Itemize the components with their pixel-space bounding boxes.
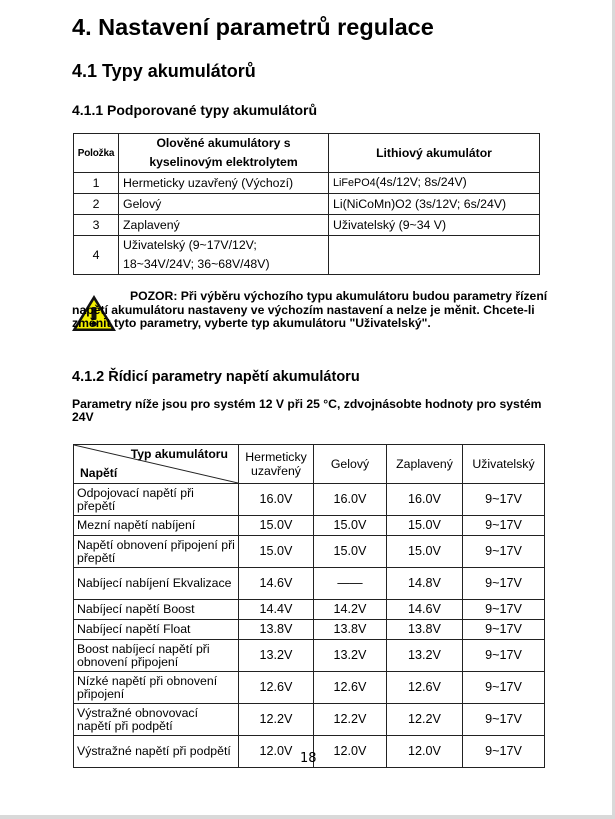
parameter-value: 15.0V (239, 536, 314, 568)
parameter-label: Nabíjecí napětí Boost (74, 600, 239, 620)
table-row (74, 568, 545, 600)
table-row (74, 620, 545, 640)
table-row (74, 516, 545, 536)
parameter-value: 13.2V (239, 640, 314, 672)
table-row (74, 215, 540, 236)
warning-text: POZOR: Při výběru výchozího typu akumulátoru budou parametry řízení napětí akumulátoru nastaveny ve výchozím nastavení a nelze je měnit. Chcete-li změnit tyto parametry, vyberte typ akumulátoru "Uživatelský". (72, 289, 548, 330)
lithium-type-prefix: LiFePO4 (333, 177, 376, 189)
parameter-value: 14.6V (387, 600, 463, 620)
parameter-label: Napětí obnovení připojení při přepětí (74, 536, 239, 568)
lead-acid-type: Uživatelský (9~17V/12V; 18~34V/24V; 36~68V/48V) (119, 236, 329, 275)
parameter-label: Nabíjecí nabíjení Ekvalizace (74, 568, 239, 600)
header-lead-acid: Olověné akumulátory s kyselinovým elektrolytem (119, 134, 329, 173)
parameter-value: 12.2V (239, 704, 314, 736)
lead-acid-type: Gelový (119, 194, 329, 215)
parameter-value: 12.6V (314, 672, 387, 704)
table-header-row (74, 134, 540, 173)
parameter-value: 13.2V (314, 640, 387, 672)
parameter-value: 9~17V (463, 516, 545, 536)
parameter-value: 16.0V (239, 484, 314, 516)
battery-types-table (73, 133, 540, 275)
table-row (74, 536, 545, 568)
item-number: 4 (74, 236, 119, 275)
parameter-value: 9~17V (463, 620, 545, 640)
parameter-value: 13.8V (314, 620, 387, 640)
parameter-value: 12.0V (314, 736, 387, 768)
table-header-row (74, 445, 545, 484)
parameter-value: 9~17V (463, 568, 545, 600)
parameter-value: 12.2V (314, 704, 387, 736)
column-header: Hermeticky uzavřený (239, 445, 314, 484)
parameter-value: 9~17V (463, 672, 545, 704)
parameter-value: 15.0V (239, 516, 314, 536)
parameter-label: Výstražné obnovovací napětí při podpětí (74, 704, 239, 736)
parameter-value: 14.2V (314, 600, 387, 620)
table-row (74, 600, 545, 620)
parameter-value: 12.2V (387, 704, 463, 736)
voltage-note: Parametry níže jsou pro systém 12 V při 25 °C, zdvojnásobte hodnoty pro systém 24V (72, 397, 542, 424)
table-row (74, 672, 545, 704)
parameter-value: 13.8V (239, 620, 314, 640)
parameter-value: 14.6V (239, 568, 314, 600)
parameter-value: 9~17V (463, 704, 545, 736)
table-row (74, 194, 540, 215)
page-number: 18 (300, 751, 317, 766)
parameter-value: 12.0V (387, 736, 463, 768)
parameter-value: 9~17V (463, 736, 545, 768)
parameter-label: Odpojovací napětí při přepětí (74, 484, 239, 516)
parameter-value: —— (314, 568, 387, 600)
subsection-heading-supported-types: 4.1.1 Podporované typy akumulátorů (72, 102, 318, 118)
table-row (74, 484, 545, 516)
lithium-type (329, 236, 540, 275)
parameter-value: 12.0V (239, 736, 314, 768)
parameter-value: 13.8V (387, 620, 463, 640)
table-row (74, 236, 540, 275)
parameter-label: Boost nabíjecí napětí při obnovení připojení (74, 640, 239, 672)
lead-acid-type: Hermeticky uzavřený (Výchozí) (119, 173, 329, 194)
lithium-type (329, 173, 540, 194)
parameter-value: 15.0V (387, 536, 463, 568)
parameter-value: 9~17V (463, 640, 545, 672)
parameter-label: Výstražné napětí při podpětí (74, 736, 239, 768)
lead-acid-type: Zaplavený (119, 215, 329, 236)
section-heading: 4.1 Typy akumulátorů (72, 61, 256, 81)
table-row (74, 640, 545, 672)
parameter-value: 14.4V (239, 600, 314, 620)
parameter-label: Nabíjecí napětí Float (74, 620, 239, 640)
item-number: 1 (74, 173, 119, 194)
parameter-value: 9~17V (463, 600, 545, 620)
subsection-heading-voltage-params: 4.1.2 Řídicí parametry napětí akumulátoru (72, 369, 360, 385)
corner-header-cell (74, 445, 239, 484)
parameter-value: 15.0V (314, 516, 387, 536)
item-number: 2 (74, 194, 119, 215)
page-title: 4. Nastavení parametrů regulace (72, 14, 434, 40)
column-header: Gelový (314, 445, 387, 484)
parameter-value: 9~17V (463, 536, 545, 568)
lithium-type: Uživatelský (9~34 V) (329, 215, 540, 236)
parameter-label: Mezní napětí nabíjení (74, 516, 239, 536)
parameter-value: 15.0V (387, 516, 463, 536)
header-lithium: Lithiový akumulátor (329, 134, 540, 173)
parameter-value: 16.0V (314, 484, 387, 516)
parameter-value: 12.6V (239, 672, 314, 704)
parameter-value: 15.0V (314, 536, 387, 568)
voltage-parameters-table (73, 444, 545, 768)
corner-header-battery-type: Typ akumulátoru (130, 447, 228, 461)
lithium-type-text: (4s/12V; 8s/24V) (375, 175, 467, 189)
table-row (74, 704, 545, 736)
parameter-value: 9~17V (463, 484, 545, 516)
parameter-value: 13.2V (387, 640, 463, 672)
column-header: Zaplavený (387, 445, 463, 484)
column-header: Uživatelský (463, 445, 545, 484)
parameter-value: 14.8V (387, 568, 463, 600)
header-item: Položka (74, 134, 119, 173)
parameter-label: Nízké napětí při obnovení připojení (74, 672, 239, 704)
item-number: 3 (74, 215, 119, 236)
parameter-value: 16.0V (387, 484, 463, 516)
corner-header-voltage: Napětí (80, 466, 118, 480)
parameter-value: 12.6V (387, 672, 463, 704)
table-row (74, 173, 540, 194)
lithium-type: Li(NiCoMn)O2 (3s/12V; 6s/24V) (329, 194, 540, 215)
